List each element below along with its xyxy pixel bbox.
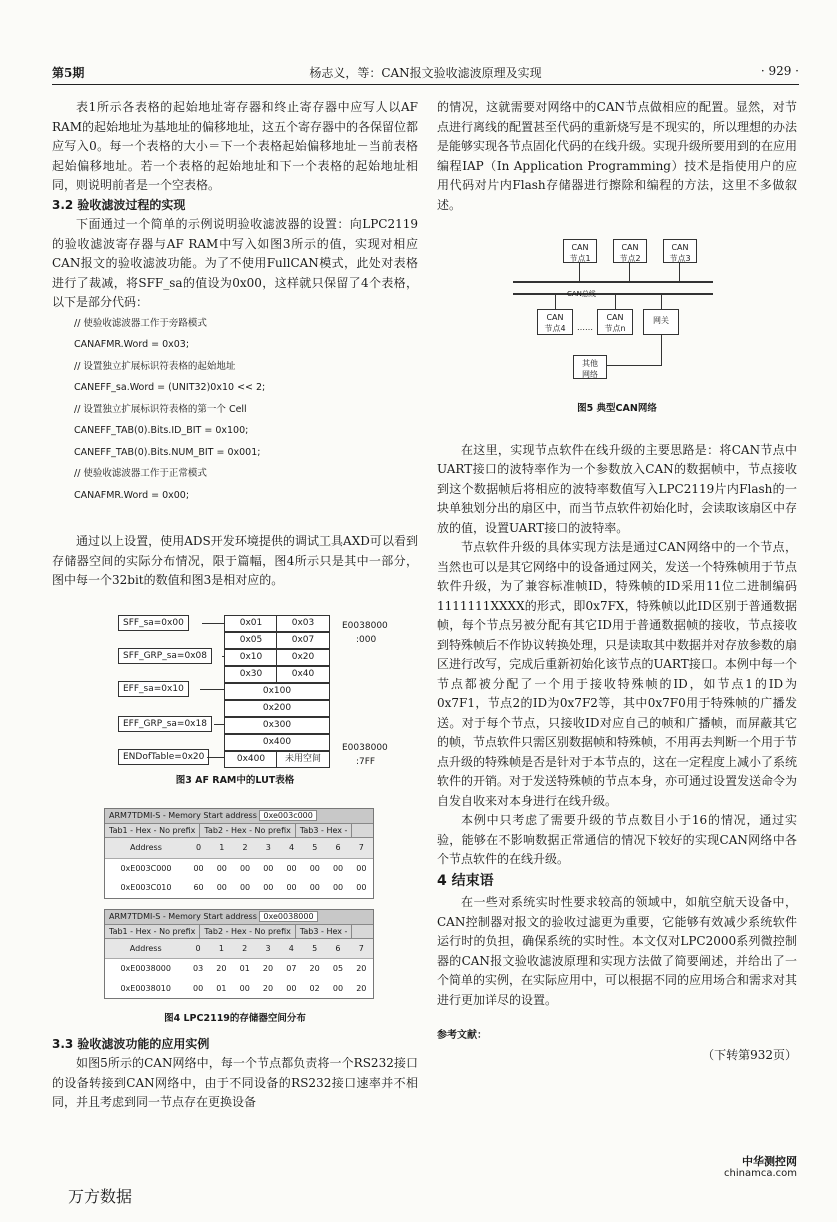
code-line: CANAFMR.Word = 0x03; xyxy=(74,339,190,350)
section-3-2-heading: 3.2 验收滤波过程的实现 xyxy=(52,197,186,212)
lut-label: EFF_GRP_sa=0x18 xyxy=(118,716,212,732)
code-line: CANAFMR.Word = 0x00; xyxy=(74,489,190,501)
nodes-ellipsis: …… xyxy=(577,323,593,332)
running-header xyxy=(52,64,799,84)
memory-window-title: ARM7TDMI-S - Memory Start address 0xe003c000 xyxy=(105,809,373,824)
lut-cell: 0x03 xyxy=(276,615,330,632)
lut-cell: 0x400 xyxy=(224,751,278,768)
lut-arrow xyxy=(214,724,224,725)
lut-cell: 0x200 xyxy=(224,700,330,717)
lut-arrow xyxy=(200,689,224,690)
memory-window-title: ARM7TDMI-S - Memory Start address 0xe0038000 xyxy=(105,910,373,925)
memory-tab[interactable]: Tab1 - Hex - No prefix xyxy=(105,824,200,837)
lut-label: SFF_GRP_sa=0x08 xyxy=(118,648,212,664)
memory-tabs xyxy=(105,925,373,939)
memory-window-2 xyxy=(104,909,374,1000)
memory-header-row: Address 0 1 2 3 4 5 6 7 xyxy=(105,939,373,959)
left-para-4: 如图5所示的CAN网络中，每一个节点都负责将一个RS232接口的设备转接到CAN网络中，由于不同设备的RS232接口速率并不相同，并且考虑到同一节点存在更换设备 xyxy=(52,1056,418,1109)
right-para-1: 的情况，这就需要对网络中的CAN节点做相应的配置。显然，对节点进行离线的配置甚至代码的重新烧写是不现实的，所以理想的办法是能够实现各节点固化代码的在线升级。实现升级所要用到的在应用编程IAP（In Application Programming）技术是指使用户的应用代码对片内Flash存储器进行擦除和编程的方法，这里不多做叙述。 xyxy=(437,100,798,212)
memory-row: 0xE003C010 60 00 00 00 00 00 00 00 xyxy=(120,883,367,892)
memory-table xyxy=(105,838,373,898)
lut-label: ENDofTable=0x20 xyxy=(118,749,209,765)
code-line: // 使验收滤波器工作于正常模式 xyxy=(74,468,207,479)
figure-4-caption: 图4 LPC2119的存储器空间分布 xyxy=(164,1013,306,1024)
left-para-2: 下面通过一个简单的示例说明验收滤波器的设置：向LPC2119的验收滤波寄存器与AF RAM中写入如图3所示的值，实现对相应CAN报文的验收滤波功能。为了不使用FullCAN模式，此处对表格进行了裁减，将SFF_sa的值设为0x00，这样就只保留了4个表格，以下是部分代码： xyxy=(52,217,418,309)
left-column xyxy=(52,98,418,1113)
memory-row: 0xE0038010 00 01 00 20 00 02 00 20 xyxy=(120,983,367,993)
code-line: CANEFF_TAB(0).Bits.ID_BIT = 0x100; xyxy=(74,425,249,436)
memory-window-1 xyxy=(104,808,374,899)
lut-cell: 0x10 xyxy=(224,649,278,666)
right-para-3: 节点软件升级的具体实现方法是通过CAN网络中的一个节点，当然也可以是其它网络中的设备通过网关，发送一个特殊帧用于节点软件升级，为了兼容标准帧ID，特殊帧的ID采用11位二进制编码1111111XXXX的形式，即0x7FX，特殊帧以此ID区别于普通数据帧，每个节点另被分配有其它ID用于普通数据帧的接收，节点接收到特殊帧后不作协议转换处理，只是读取其中数据并对存放参数的扇区进行改写，完成后重新初始化该节点的UART接口。本例中每一个节点都被分配了一个用于接收特殊帧的ID，如节点1的ID为0x7F1，节点2的ID为0x7F2等，其中0x7F0用于特殊帧的广播发送。对于每个节点，只接收ID对应自己的帧和广播帧，而屏蔽其它的帧，节点软件只需区别数据帧和特殊帧，不用再去判断一个用于节点升级的特殊帧是否是针对于本节点的，这在一定程度上减小了系统软件的开销。对于发送特殊帧的节点本身，亦可通过设置发送命令为自发自收来对本身进行在线升级。 xyxy=(437,540,798,808)
lut-address: E0038000 xyxy=(342,742,388,753)
code-line: // 设置独立扩展标识符表格的第一个 Cell xyxy=(74,403,247,415)
header-rule xyxy=(52,84,799,85)
lut-cell: 0x400 xyxy=(224,734,330,751)
lut-cell: 0x100 xyxy=(224,683,330,700)
can-bus-lower xyxy=(513,293,713,295)
memory-row: 0xE003C000 00 00 00 00 00 00 00 00 xyxy=(120,863,367,873)
can-bus-upper xyxy=(513,281,713,283)
lut-cell: 0x20 xyxy=(276,649,330,666)
issue-number: 第5期 xyxy=(52,66,85,80)
lut-address: :7FF xyxy=(356,756,376,767)
page-number: · 929 · xyxy=(760,64,799,78)
memory-tabs xyxy=(105,824,373,838)
wanfang-watermark: 万方数据 xyxy=(68,1187,133,1206)
code-line: // 设置独立扩展标识符表格的起始地址 xyxy=(74,360,236,372)
start-address-input[interactable]: 0xe003c000 xyxy=(259,810,316,821)
figure-5-can-network xyxy=(437,231,797,399)
lut-cell: 0x30 xyxy=(224,666,278,683)
figure-3-caption: 图3 AF RAM中的LUT表格 xyxy=(175,774,295,786)
start-address-input[interactable]: 0xe0038000 xyxy=(259,911,317,922)
memory-row: 0xE0038000 03 20 01 20 07 20 05 20 xyxy=(120,964,367,973)
lut-cell: 未用空间 xyxy=(276,751,330,768)
code-line: CANEFF_TAB(0).Bits.NUM_BIT = 0x001; xyxy=(74,446,261,458)
memory-tab[interactable]: Tab3 - Hex - xyxy=(296,824,353,837)
can-node-4: CAN 节点4 xyxy=(537,309,573,335)
memory-header-row: Address 0 1 2 3 4 5 6 7 xyxy=(105,838,373,858)
can-node-3: CAN 节点3 xyxy=(663,239,697,263)
right-column xyxy=(437,98,797,1065)
lut-label: SFF_sa=0x00 xyxy=(118,615,189,631)
running-title: 杨志义，等：CAN报文验收滤波原理及实现 xyxy=(309,66,542,80)
other-network-node: 其他 网络 xyxy=(573,355,607,379)
lut-cell: 0x40 xyxy=(276,666,330,683)
lut-arrow xyxy=(202,623,224,624)
right-para-2: 在这里，实现节点软件在线升级的主要思路是：将CAN节点中UART接口的波特率作为一个参数放入CAN的数据帧中，节点接收到这个数据帧后将相应的波特率数值写入LPC2119片内Flash的一块单独划分出的扇区中，而当节点软件初始化时，会读取该扇区中存放的值，设置UART接口的波特率。 xyxy=(437,442,798,535)
right-para-4: 本例中只考虑了需要升级的节点数目小于16的情况，通过实验，能够在不影响数据正常通信的情况下较好的实现CAN网络中各个节点软件的在线升级。 xyxy=(437,813,797,866)
memory-tab[interactable]: Tab3 - Hex - xyxy=(296,925,353,938)
left-para-1: 表1所示各表格的起始地址寄存器和终止寄存器中应写人以AF RAM的起始地址为基地址的偏移地址，这五个寄存器中的各保留位都应写入0。每一个表格的大小＝下一个表格起始偏移地址－当前表格起始偏移地址。若一个表格的起始地址和下一个表格的起始地址相同，则说明前者是一个空表格。 xyxy=(52,100,418,192)
lut-arrow xyxy=(207,757,224,758)
right-para-5: 在一些对系统实时性要求较高的领域中，如航空航天设备中，CAN控制器对报文的验收过滤更为重要，它能够有效减少系统软件运行时的负担，确保系统的实时性。本文仅对LPC2000系列微控制器的CAN报文验收滤波原理和实现方法做了简要阐述，并给出了一个简单的实例，在实际应用中，可以根据不同的应用场合和需求对其进行更加详尽的设置。 xyxy=(437,895,798,1007)
figure-5-caption: 图5 典型CAN网络 xyxy=(577,403,657,414)
can-node-1: CAN 节点1 xyxy=(563,239,597,263)
lut-label: EFF_sa=0x10 xyxy=(118,681,189,697)
can-node-n: CAN 节点n xyxy=(597,309,633,335)
lut-address: E0038000 xyxy=(342,620,388,631)
memory-tab[interactable]: Tab2 - Hex - No prefix xyxy=(200,824,295,837)
references-heading: 参考文献： xyxy=(437,1030,487,1041)
lut-address: :000 xyxy=(356,634,377,645)
memory-table xyxy=(105,939,373,999)
lut-cell: 0x07 xyxy=(276,632,330,649)
lut-cell: 0x300 xyxy=(224,717,330,734)
can-node-2: CAN 节点2 xyxy=(613,239,647,263)
site-brand-cn: 中华测控网 xyxy=(742,1155,797,1168)
figure-3-lut xyxy=(52,611,418,771)
lut-cell: 0x05 xyxy=(224,632,278,649)
memory-tab[interactable]: Tab2 - Hex - No prefix xyxy=(200,925,295,938)
code-line: // 使验收滤波器工作于旁路模式 xyxy=(74,317,207,329)
memory-tab[interactable]: Tab1 - Hex - No prefix xyxy=(105,925,200,938)
left-para-3: 通过以上设置，使用ADS开发环境提供的调试工具AXD可以看到存储器空间的实际分布情况，限于篇幅，图4所示只是其中一部分，图中每一个32bit的数值和图3是相对应的。 xyxy=(52,534,418,587)
gateway-node: 网关 xyxy=(643,309,679,335)
continued-note: （下转第932页） xyxy=(702,1047,797,1062)
can-bus-label: CAN总线 xyxy=(567,290,596,298)
code-line: CANEFF_sa.Word = (UNIT32)0x10 << 2; xyxy=(74,382,266,393)
section-4-heading: 4 结束语 xyxy=(437,872,494,889)
section-3-3-heading: 3.3 验收滤波功能的应用实例 xyxy=(52,1036,210,1051)
code-listing xyxy=(52,313,418,507)
site-brand-en: chinamca.com xyxy=(724,1168,797,1179)
lut-cell: 0x01 xyxy=(224,615,278,632)
